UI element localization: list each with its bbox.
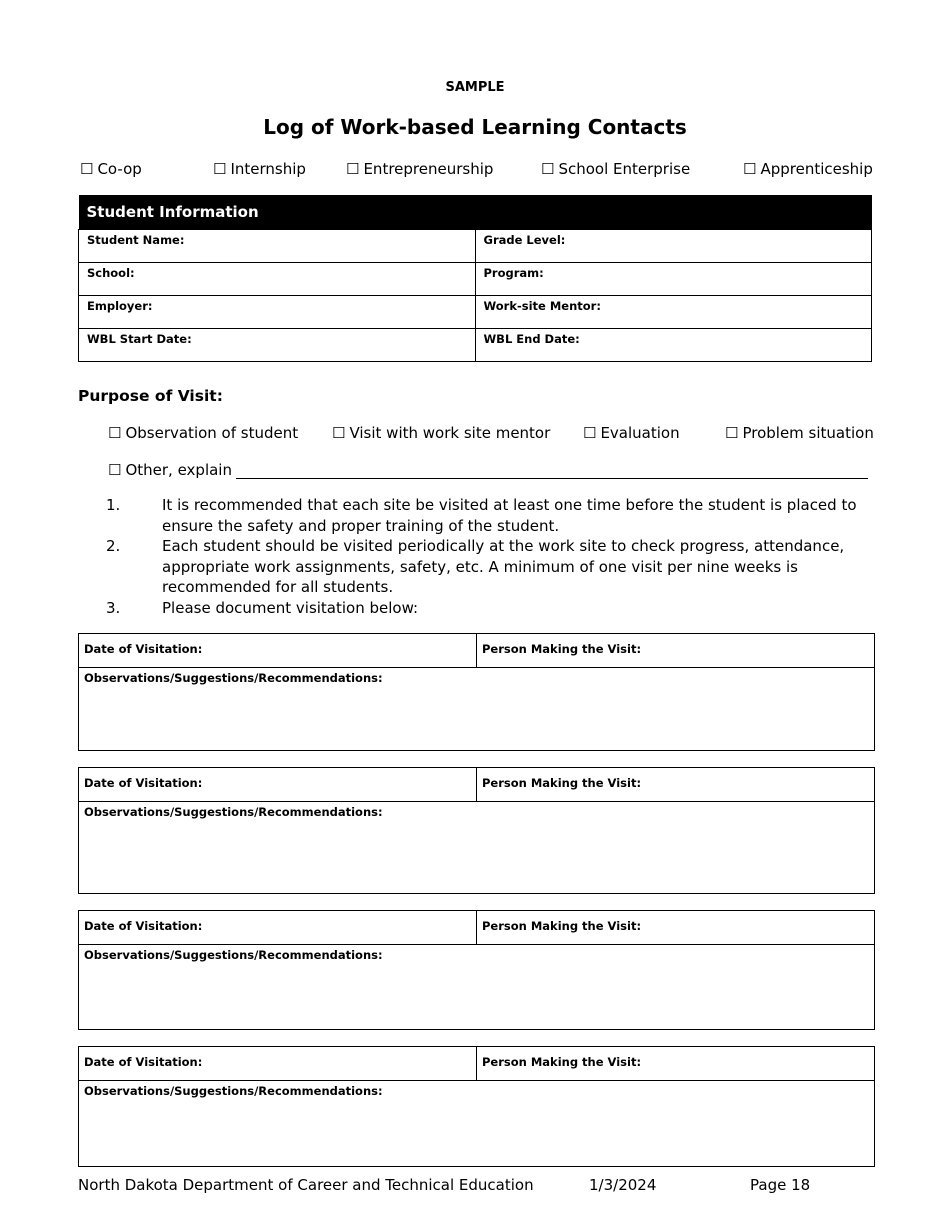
date-of-visitation-field[interactable]: Date of Visitation:: [79, 768, 477, 802]
observations-field[interactable]: Observations/Suggestions/Recommendations:: [79, 1081, 875, 1167]
footer-organization: North Dakota Department of Career and Technical Education: [78, 1176, 534, 1194]
purpose-heading: Purpose of Visit:: [78, 387, 223, 405]
instructions-list: [106, 495, 866, 618]
checkbox-box: ☐: [332, 424, 346, 442]
wbl-end-date-field[interactable]: WBL End Date:: [475, 329, 872, 362]
list-number: 3.: [106, 598, 121, 617]
checkbox-visit-mentor[interactable]: [332, 424, 550, 442]
checkbox-box: ☐: [346, 160, 360, 178]
visit-log-table-1: [78, 633, 875, 751]
checkbox-label: Apprenticeship: [760, 160, 873, 178]
checkbox-problem-situation[interactable]: [725, 424, 874, 442]
checkbox-entrepreneurship[interactable]: [346, 160, 493, 178]
observations-field[interactable]: Observations/Suggestions/Recommendations:: [79, 802, 875, 894]
checkbox-box: ☐: [108, 424, 122, 442]
checkbox-label: Other, explain: [125, 461, 232, 479]
date-of-visitation-field[interactable]: Date of Visitation:: [79, 634, 477, 668]
person-making-visit-field[interactable]: Person Making the Visit:: [477, 768, 875, 802]
checkbox-box: ☐: [583, 424, 597, 442]
checkbox-observation[interactable]: [108, 424, 298, 442]
observations-field[interactable]: Observations/Suggestions/Recommendations:: [79, 668, 875, 751]
person-making-visit-field[interactable]: Person Making the Visit:: [477, 1047, 875, 1081]
checkbox-other[interactable]: [108, 461, 868, 479]
checkbox-label: Internship: [230, 160, 306, 178]
table-row: [79, 263, 872, 296]
list-number: 2.: [106, 537, 121, 555]
wbl-start-date-field[interactable]: WBL Start Date:: [79, 329, 476, 362]
program-field[interactable]: Program:: [475, 263, 872, 296]
school-field[interactable]: School:: [79, 263, 476, 296]
checkbox-label: Co-op: [97, 160, 142, 178]
list-item: [106, 598, 866, 619]
checkbox-apprenticeship[interactable]: [743, 160, 873, 178]
checkbox-label: Observation of student: [125, 424, 299, 442]
list-item: [106, 495, 866, 536]
list-text: Please document visitation below:: [162, 598, 419, 617]
checkbox-label: School Enterprise: [558, 160, 691, 178]
checkbox-box: ☐: [725, 424, 739, 442]
list-item: [106, 536, 866, 598]
table-row: [79, 230, 872, 263]
student-info-heading: Student Information: [79, 195, 872, 230]
page-title: Log of Work-based Learning Contacts: [263, 115, 687, 139]
employer-field[interactable]: Employer:: [79, 296, 476, 329]
checkbox-label: Visit with work site mentor: [349, 424, 551, 442]
visit-log-table-3: [78, 910, 875, 1030]
checkbox-label: Problem situation: [742, 424, 874, 442]
other-explain-line[interactable]: [236, 464, 868, 479]
list-text: It is recommended that each site be visited at least one time before the student is placed to ensure the safety and proper training of the student.: [162, 496, 857, 535]
footer-date: 1/3/2024: [589, 1176, 657, 1194]
footer-page-number: Page 18: [750, 1176, 811, 1194]
list-text: Each student should be visited periodically at the work site to check progress, attendance, appropriate work assignments, safety, etc. A minimum of one visit per nine weeks is recommended for all students.: [162, 537, 845, 596]
checkbox-box: ☐: [80, 160, 94, 178]
visit-log-table-2: [78, 767, 875, 894]
checkbox-box: ☐: [213, 160, 227, 178]
table-row: [79, 329, 872, 362]
visit-log-table-4: [78, 1046, 875, 1167]
student-name-field[interactable]: Student Name:: [79, 230, 476, 263]
date-of-visitation-field[interactable]: Date of Visitation:: [79, 1047, 477, 1081]
date-of-visitation-field[interactable]: Date of Visitation:: [79, 911, 477, 945]
checkbox-internship[interactable]: [213, 160, 306, 178]
checkbox-evaluation[interactable]: [583, 424, 680, 442]
sample-label: SAMPLE: [445, 80, 505, 95]
observations-field[interactable]: Observations/Suggestions/Recommendations:: [79, 945, 875, 1030]
grade-level-field[interactable]: Grade Level:: [475, 230, 872, 263]
student-info-table: [78, 195, 872, 362]
checkbox-label: Entrepreneurship: [363, 160, 494, 178]
checkbox-box: ☐: [108, 461, 122, 479]
person-making-visit-field[interactable]: Person Making the Visit:: [477, 911, 875, 945]
work-site-mentor-field[interactable]: Work-site Mentor:: [475, 296, 872, 329]
checkbox-box: ☐: [541, 160, 555, 178]
checkbox-label: Evaluation: [600, 424, 680, 442]
person-making-visit-field[interactable]: Person Making the Visit:: [477, 634, 875, 668]
checkbox-co-op[interactable]: [80, 160, 142, 178]
checkbox-box: ☐: [743, 160, 757, 178]
table-row: [79, 296, 872, 329]
list-number: 1.: [106, 496, 121, 514]
checkbox-school-enterprise[interactable]: [541, 160, 690, 178]
